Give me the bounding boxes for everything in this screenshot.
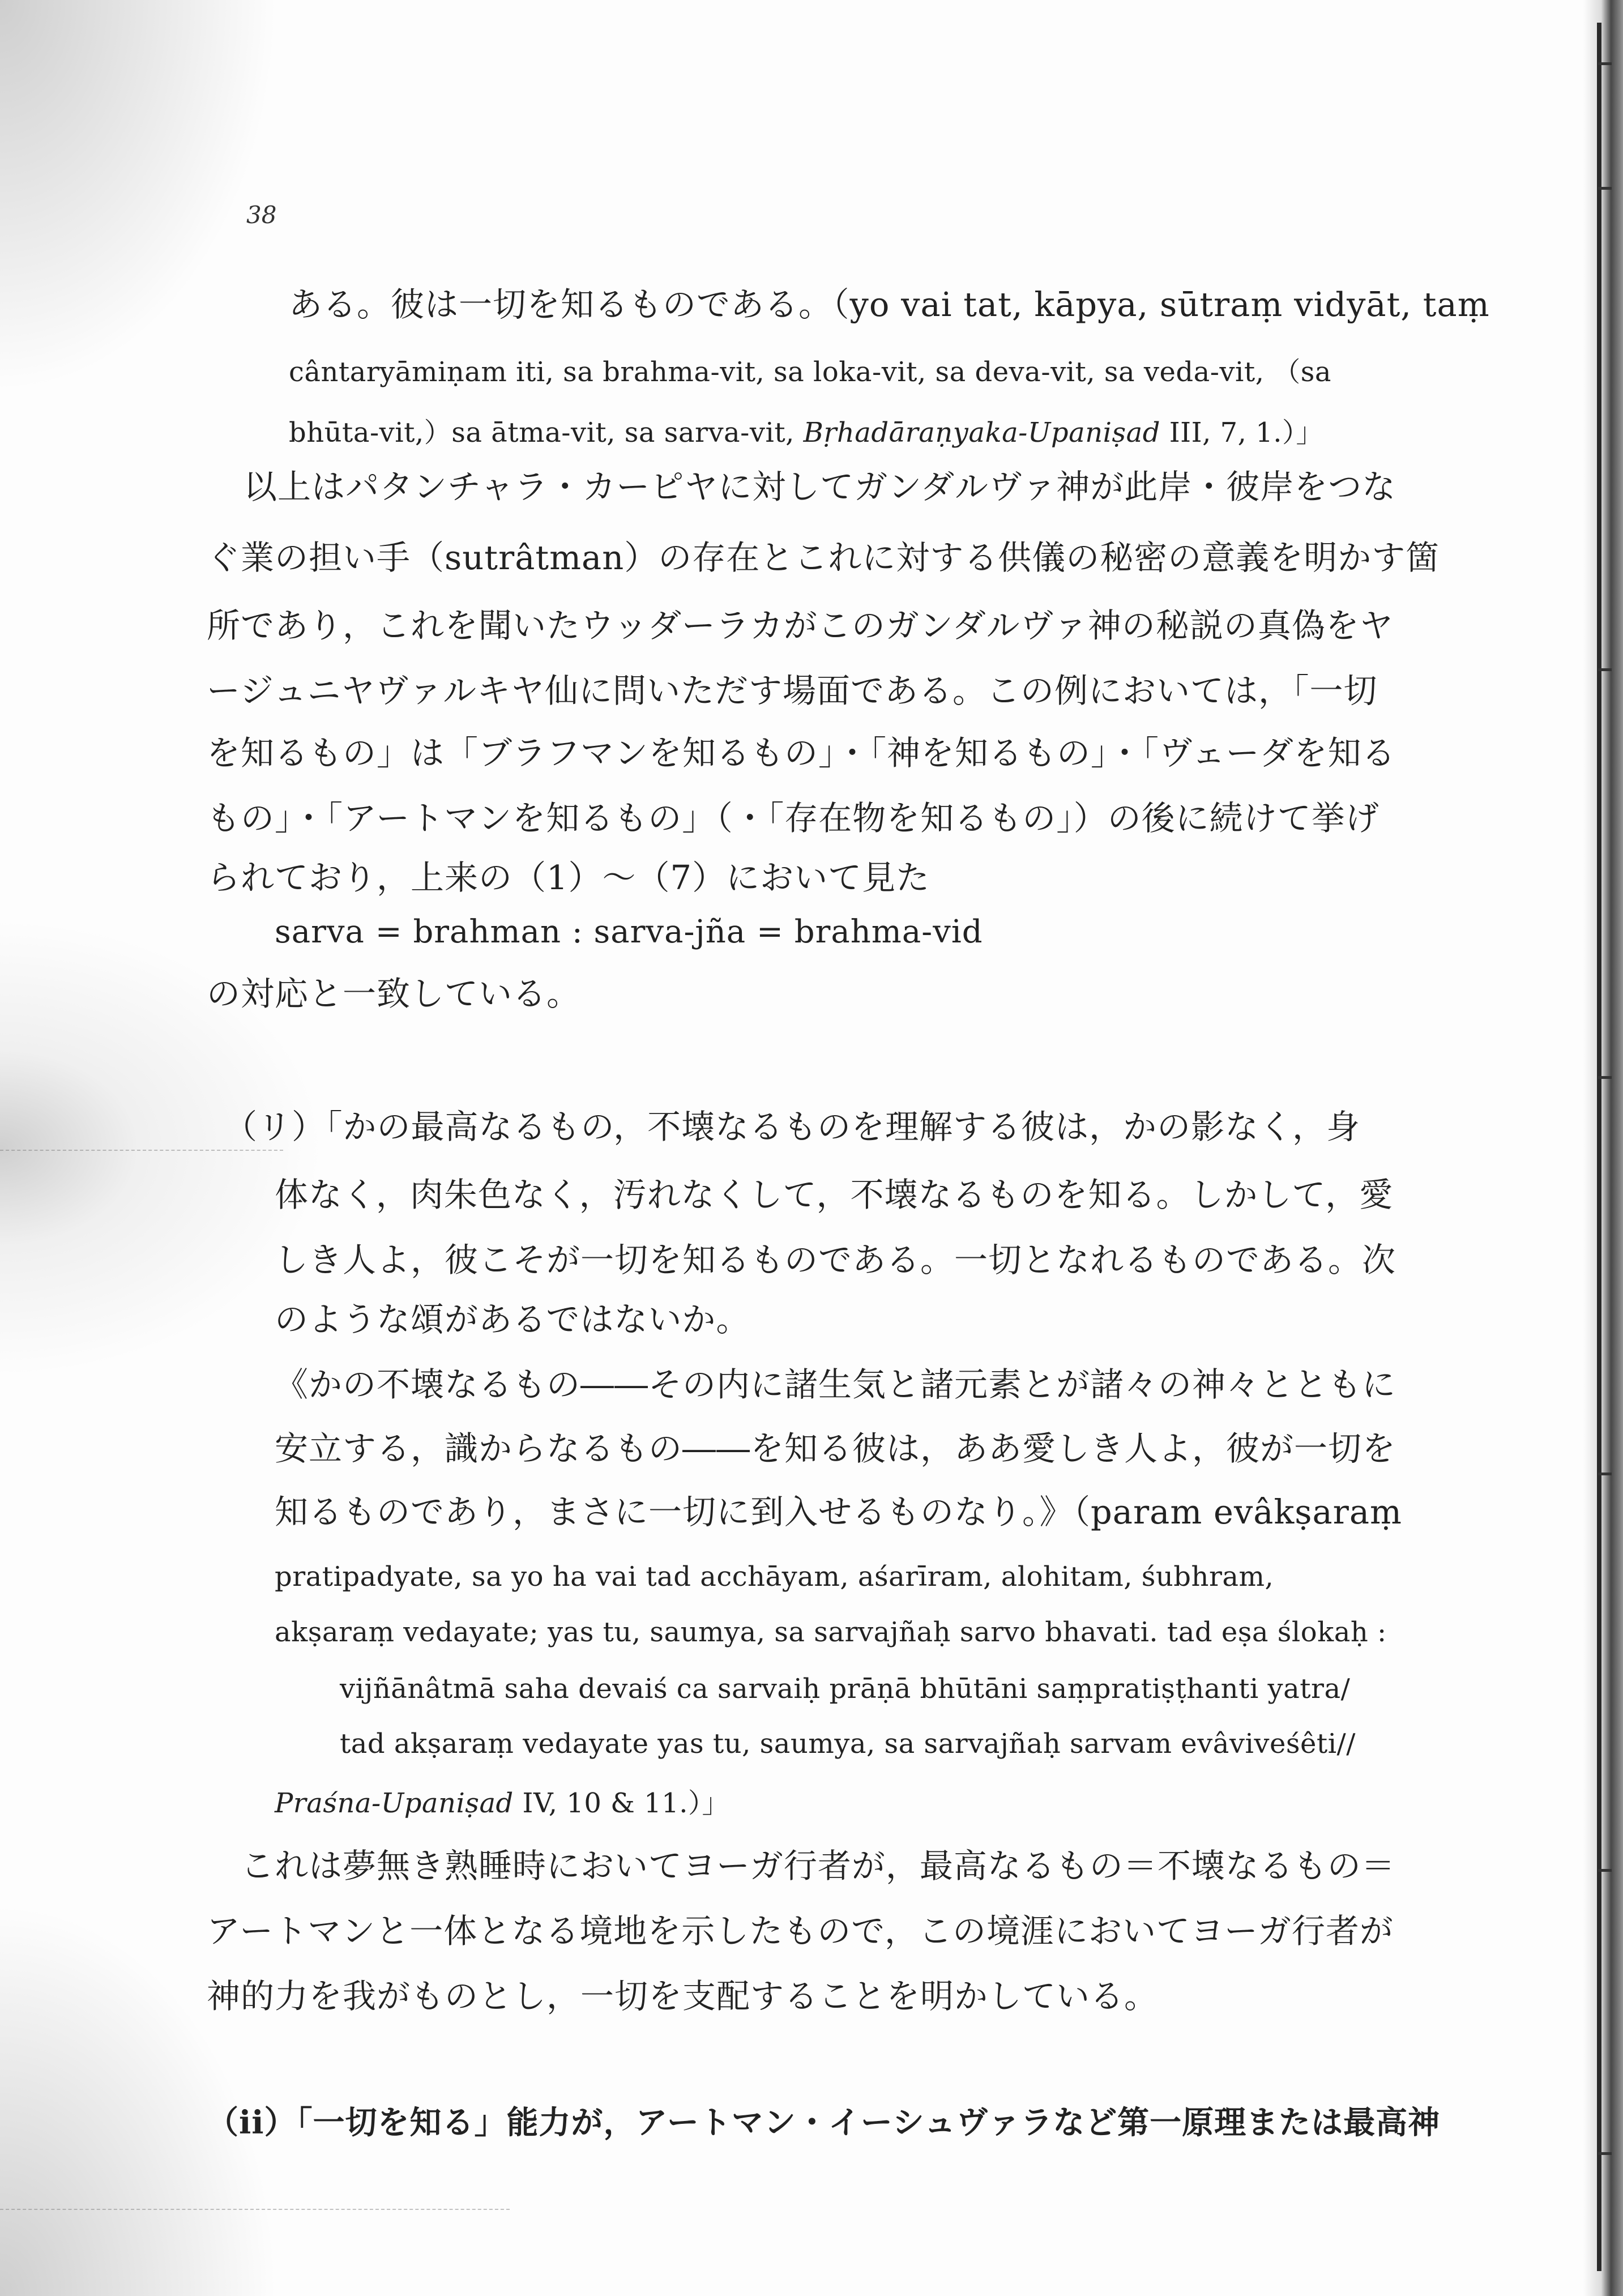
page-number: 38 — [246, 201, 277, 229]
text-line: cântaryāmiṇam iti, sa brahma-vit, sa loka-vit, sa deva-vit, sa veda-vit, （sa — [289, 356, 1331, 388]
verse-line: tad akṣaraṃ vedayate yas tu, saumya, sa sarvajñaḥ sarvam evâviveśêti// — [340, 1728, 1356, 1760]
edge-tick — [1598, 668, 1612, 671]
scan-artifact — [0, 1150, 283, 1151]
page-binding-shadow — [1583, 0, 1623, 2296]
text-line: を知るもの」は「ブラフマンを知るもの」・「神を知るもの」・「ヴェーダを知る — [207, 733, 1396, 773]
section-heading: （ii）「一切を知る」能力が，アートマン・イーシュヴァラなど第一原理または最高神 — [207, 2104, 1441, 2141]
verse-line: vijñānâtmā saha devaiś ca sarvaiḥ prāṇā bhūtāni saṃpratiṣṭhanti yatra/ — [340, 1673, 1351, 1705]
edge-tick — [1598, 62, 1612, 65]
text-span: IV, 10 & 11.）」 — [513, 1787, 729, 1819]
edge-tick — [1598, 1473, 1612, 1475]
edge-tick — [1598, 2152, 1612, 2155]
text-line: pratipadyate, sa yo ha vai tad acchāyam, aśarīram, alohitam, śubhram, — [275, 1561, 1274, 1593]
text-line: 安立する，識からなるもの――を知る彼は，ああ愛しき人よ，彼が一切を — [275, 1429, 1396, 1468]
page-edge-rule — [1597, 23, 1601, 2271]
edge-tick — [1598, 1869, 1612, 1872]
text-span: bhūta-vit,）sa ātma-vit, sa sarva-vit, — [289, 417, 804, 449]
text-line — [289, 417, 1323, 449]
text-line: （リ）「かの最高なるもの，不壊なるものを理解する彼は，かの影なく，身 — [224, 1107, 1360, 1146]
text-line: ある。彼は一切を知るものである。（yo vai tat, kāpya, sūtraṃ vidyāt, taṃ — [289, 285, 1490, 324]
text-line: 神的力を我がものとし，一切を支配することを明かしている。 — [207, 1977, 1159, 2016]
text-line: 体なく，肉朱色なく，汚れなくして，不壊なるものを知る。しかして，愛 — [275, 1175, 1394, 1214]
text-line: られており，上来の（1）～（7）において見た — [207, 858, 930, 897]
text-line: 所であり，これを聞いたウッダーラカがこのガンダルヴァ神の秘説の真偽をヤ — [207, 606, 1394, 645]
text-line: これは夢無き熟睡時においてヨーガ行者が，最高なるもの＝不壊なるもの＝ — [241, 1846, 1395, 1885]
formula-line: sarva = brahman : sarva-jña = brahma-vid — [275, 914, 983, 950]
text-line: 知るものであり，まさに一切に到入せるものなり。》（param evâkṣaraṃ — [275, 1492, 1402, 1531]
text-line: しき人よ，彼こそが一切を知るものである。一切となれるものである。次 — [275, 1240, 1396, 1279]
text-line: ージュニヤヴァルキヤ仙に問いただす場面である。この例においては，「一切 — [207, 671, 1378, 710]
text-line: の対応と一致している。 — [207, 974, 581, 1013]
edge-tick — [1598, 187, 1612, 190]
text-line: 以上はパタンチャラ・カーピヤに対してガンダルヴァ神が此岸・彼岸をつな — [244, 467, 1396, 506]
text-line: akṣaraṃ vedayate; yas tu, saumya, sa sarvajñaḥ sarvo bhavati. tad eṣa ślokaḥ : — [275, 1616, 1387, 1648]
text-line: もの」・「アートマンを知るもの」（・「存在物を知るもの」）の後に続けて挙げ — [207, 799, 1379, 838]
text-span: III, 7, 1.）」 — [1160, 417, 1323, 449]
text-line: アートマンと一体となる境地を示したもので，この境涯においてヨーガ行者が — [207, 1911, 1394, 1951]
scan-artifact — [0, 2209, 510, 2210]
source-title: Bṛhadāraṇyaka-Upaniṣad — [803, 417, 1160, 449]
text-line — [275, 1787, 729, 1819]
text-line: ぐ業の担い手（sutrâtman）の存在とこれに対する供儀の秘密の意義を明かす箇 — [207, 538, 1440, 577]
edge-tick — [1598, 1076, 1612, 1079]
source-title: Praśna-Upaniṣad — [275, 1787, 514, 1819]
text-line: のような頌があるではないか。 — [275, 1300, 750, 1339]
text-line: 《かの不壊なるもの――その内に諸生気と諸元素とが諸々の神々とともに — [275, 1365, 1396, 1404]
